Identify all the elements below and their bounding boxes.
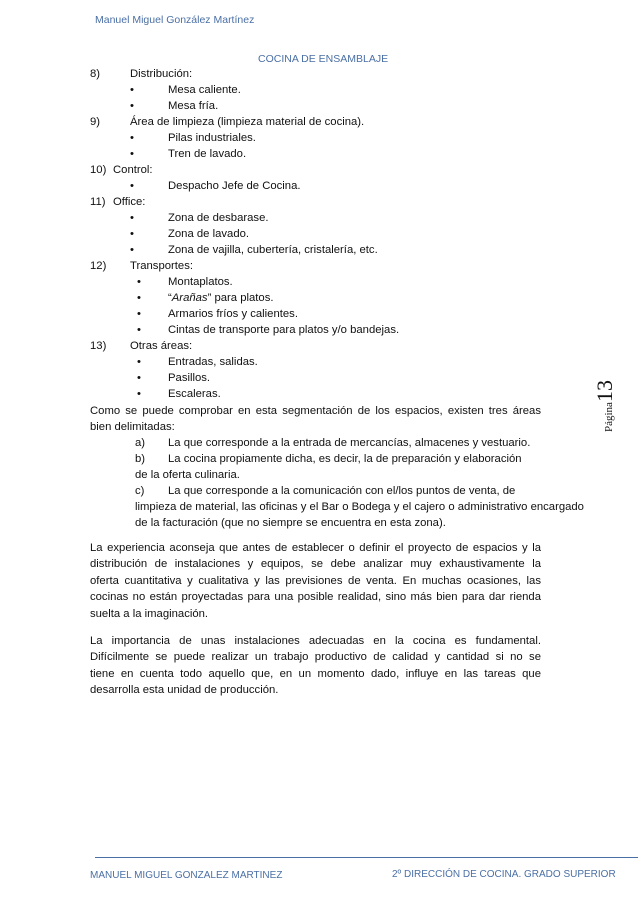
list-item-text: Zona de vajilla, cubertería, cristalería, etc. — [168, 244, 378, 256]
list-item-text: Cintas de transporte para platos y/o bandejas. — [168, 324, 400, 336]
bullet-icon: • — [130, 100, 134, 112]
bullet-icon: • — [137, 356, 141, 368]
bullet-icon: • — [137, 372, 141, 384]
document-title: COCINA DE ENSAMBLAJE — [258, 53, 389, 65]
bullet-icon: • — [130, 148, 134, 160]
header-author: Manuel Miguel González Martínez — [95, 14, 255, 26]
list-item-text: Mesa caliente. — [168, 84, 241, 96]
paragraph-line: bien delimitadas: — [90, 421, 175, 434]
section-number: 12) — [90, 260, 107, 272]
page-label: Página — [603, 402, 615, 432]
bullet-icon: • — [130, 180, 134, 192]
bullet-icon: • — [137, 308, 141, 320]
section-title: Otras áreas: — [130, 340, 193, 352]
bullet-icon: • — [130, 212, 134, 224]
paragraph-line: desarrolla esta unidad de producción. — [90, 684, 279, 697]
list-item-text: Despacho Jefe de Cocina. — [168, 180, 301, 192]
area-text: de la oferta culinaria. — [135, 469, 240, 481]
list-item-text: Zona de desbarase. — [168, 212, 269, 224]
footer-course: 2º DIRECCIÓN DE COCINA. GRADO SUPERIOR — [392, 869, 616, 880]
bullet-icon: • — [137, 388, 141, 400]
area-text: La cocina propiamente dicha, es decir, la de preparación y elaboración — [168, 453, 522, 465]
list-item-text: “Arañas” para platos. — [168, 292, 274, 304]
list-item-text: Pasillos. — [168, 372, 211, 384]
intro-paragraph — [90, 403, 541, 436]
area-text: limpieza de material, las oficinas y el Bar o Bodega y el cajero o administrativo encargado — [135, 501, 584, 513]
section-number: 9) — [90, 116, 101, 128]
list-item-text: Montaplatos. — [168, 276, 233, 288]
list-item-text: Pilas industriales. — [168, 132, 256, 144]
paragraph-line: cocinas no están proyectadas para una posible realidad, sino más bien para dar rienda — [90, 591, 541, 604]
section-title: Área de limpieza (limpieza material de cocina). — [130, 116, 365, 128]
area-letter: b) — [135, 453, 146, 465]
paragraph-line: Difícilmente se puede realizar un trabajo productivo de calidad y cantidad si no se — [90, 651, 541, 664]
footer-divider — [95, 857, 638, 858]
section-number: 8) — [90, 68, 101, 80]
list-item-text: Mesa fría. — [168, 100, 219, 112]
section-title: Office: — [113, 196, 146, 208]
bullet-icon: • — [137, 292, 141, 304]
section-number: 10) — [90, 164, 107, 176]
paragraph-line: distribución de instalaciones y equipos, se debe analizar muy exhaustivamente la — [90, 558, 541, 571]
bullet-icon: • — [130, 132, 134, 144]
area-letter: a) — [135, 437, 146, 449]
area-text: de la facturación (que no siempre se encuentra en esta zona). — [135, 517, 446, 529]
paragraph-line: La experiencia aconseja que antes de establecer o definir el proyecto de espacios y la — [90, 542, 541, 554]
footer-author: MANUEL MIGUEL GONZALEZ MARTINEZ — [90, 870, 283, 881]
paragraph-line: suelta a la imaginación. — [90, 607, 209, 620]
section-number: 11) — [90, 196, 106, 208]
section-title: Control: — [113, 164, 153, 176]
paragraph-line: Como se puede comprobar en esta segmentación de los espacios, existen tres áreas — [90, 405, 541, 417]
bullet-icon: • — [130, 228, 134, 240]
page-number: 13 — [592, 380, 617, 403]
paragraph-line: La importancia de unas instalaciones adecuadas en la cocina es fundamental. — [90, 635, 541, 647]
section-number: 13) — [90, 340, 107, 352]
list-item-text: Armarios fríos y calientes. — [168, 308, 298, 320]
bullet-icon: • — [137, 276, 141, 288]
bullet-icon: • — [130, 84, 134, 96]
list-item-text: Tren de lavado. — [168, 148, 247, 160]
section-title: Transportes: — [130, 260, 193, 272]
section-title: Distribución: — [130, 68, 193, 80]
bullet-icon: • — [130, 244, 134, 256]
body-paragraph — [90, 633, 541, 699]
list-item-text: Zona de lavado. — [168, 228, 250, 240]
body-paragraph — [90, 540, 541, 622]
list-item-text: Entradas, salidas. — [168, 356, 258, 368]
bullet-icon: • — [137, 324, 141, 336]
page-number-marker — [592, 372, 617, 432]
area-letter: c) — [135, 485, 145, 497]
area-text: La que corresponde a la comunicación con el/los puntos de venta, de — [168, 485, 516, 497]
list-item-text: Escaleras. — [168, 388, 221, 400]
area-text: La que corresponde a la entrada de mercancías, almacenes y vestuario. — [168, 437, 531, 449]
paragraph-line: oferta cuantitativa y cualitativa y las previsiones de venta. En muchas ocasiones, las — [90, 574, 541, 587]
paragraph-line: tiene en cuenta todo aquello que, en un momento dado, influye en las tareas que — [90, 667, 541, 680]
